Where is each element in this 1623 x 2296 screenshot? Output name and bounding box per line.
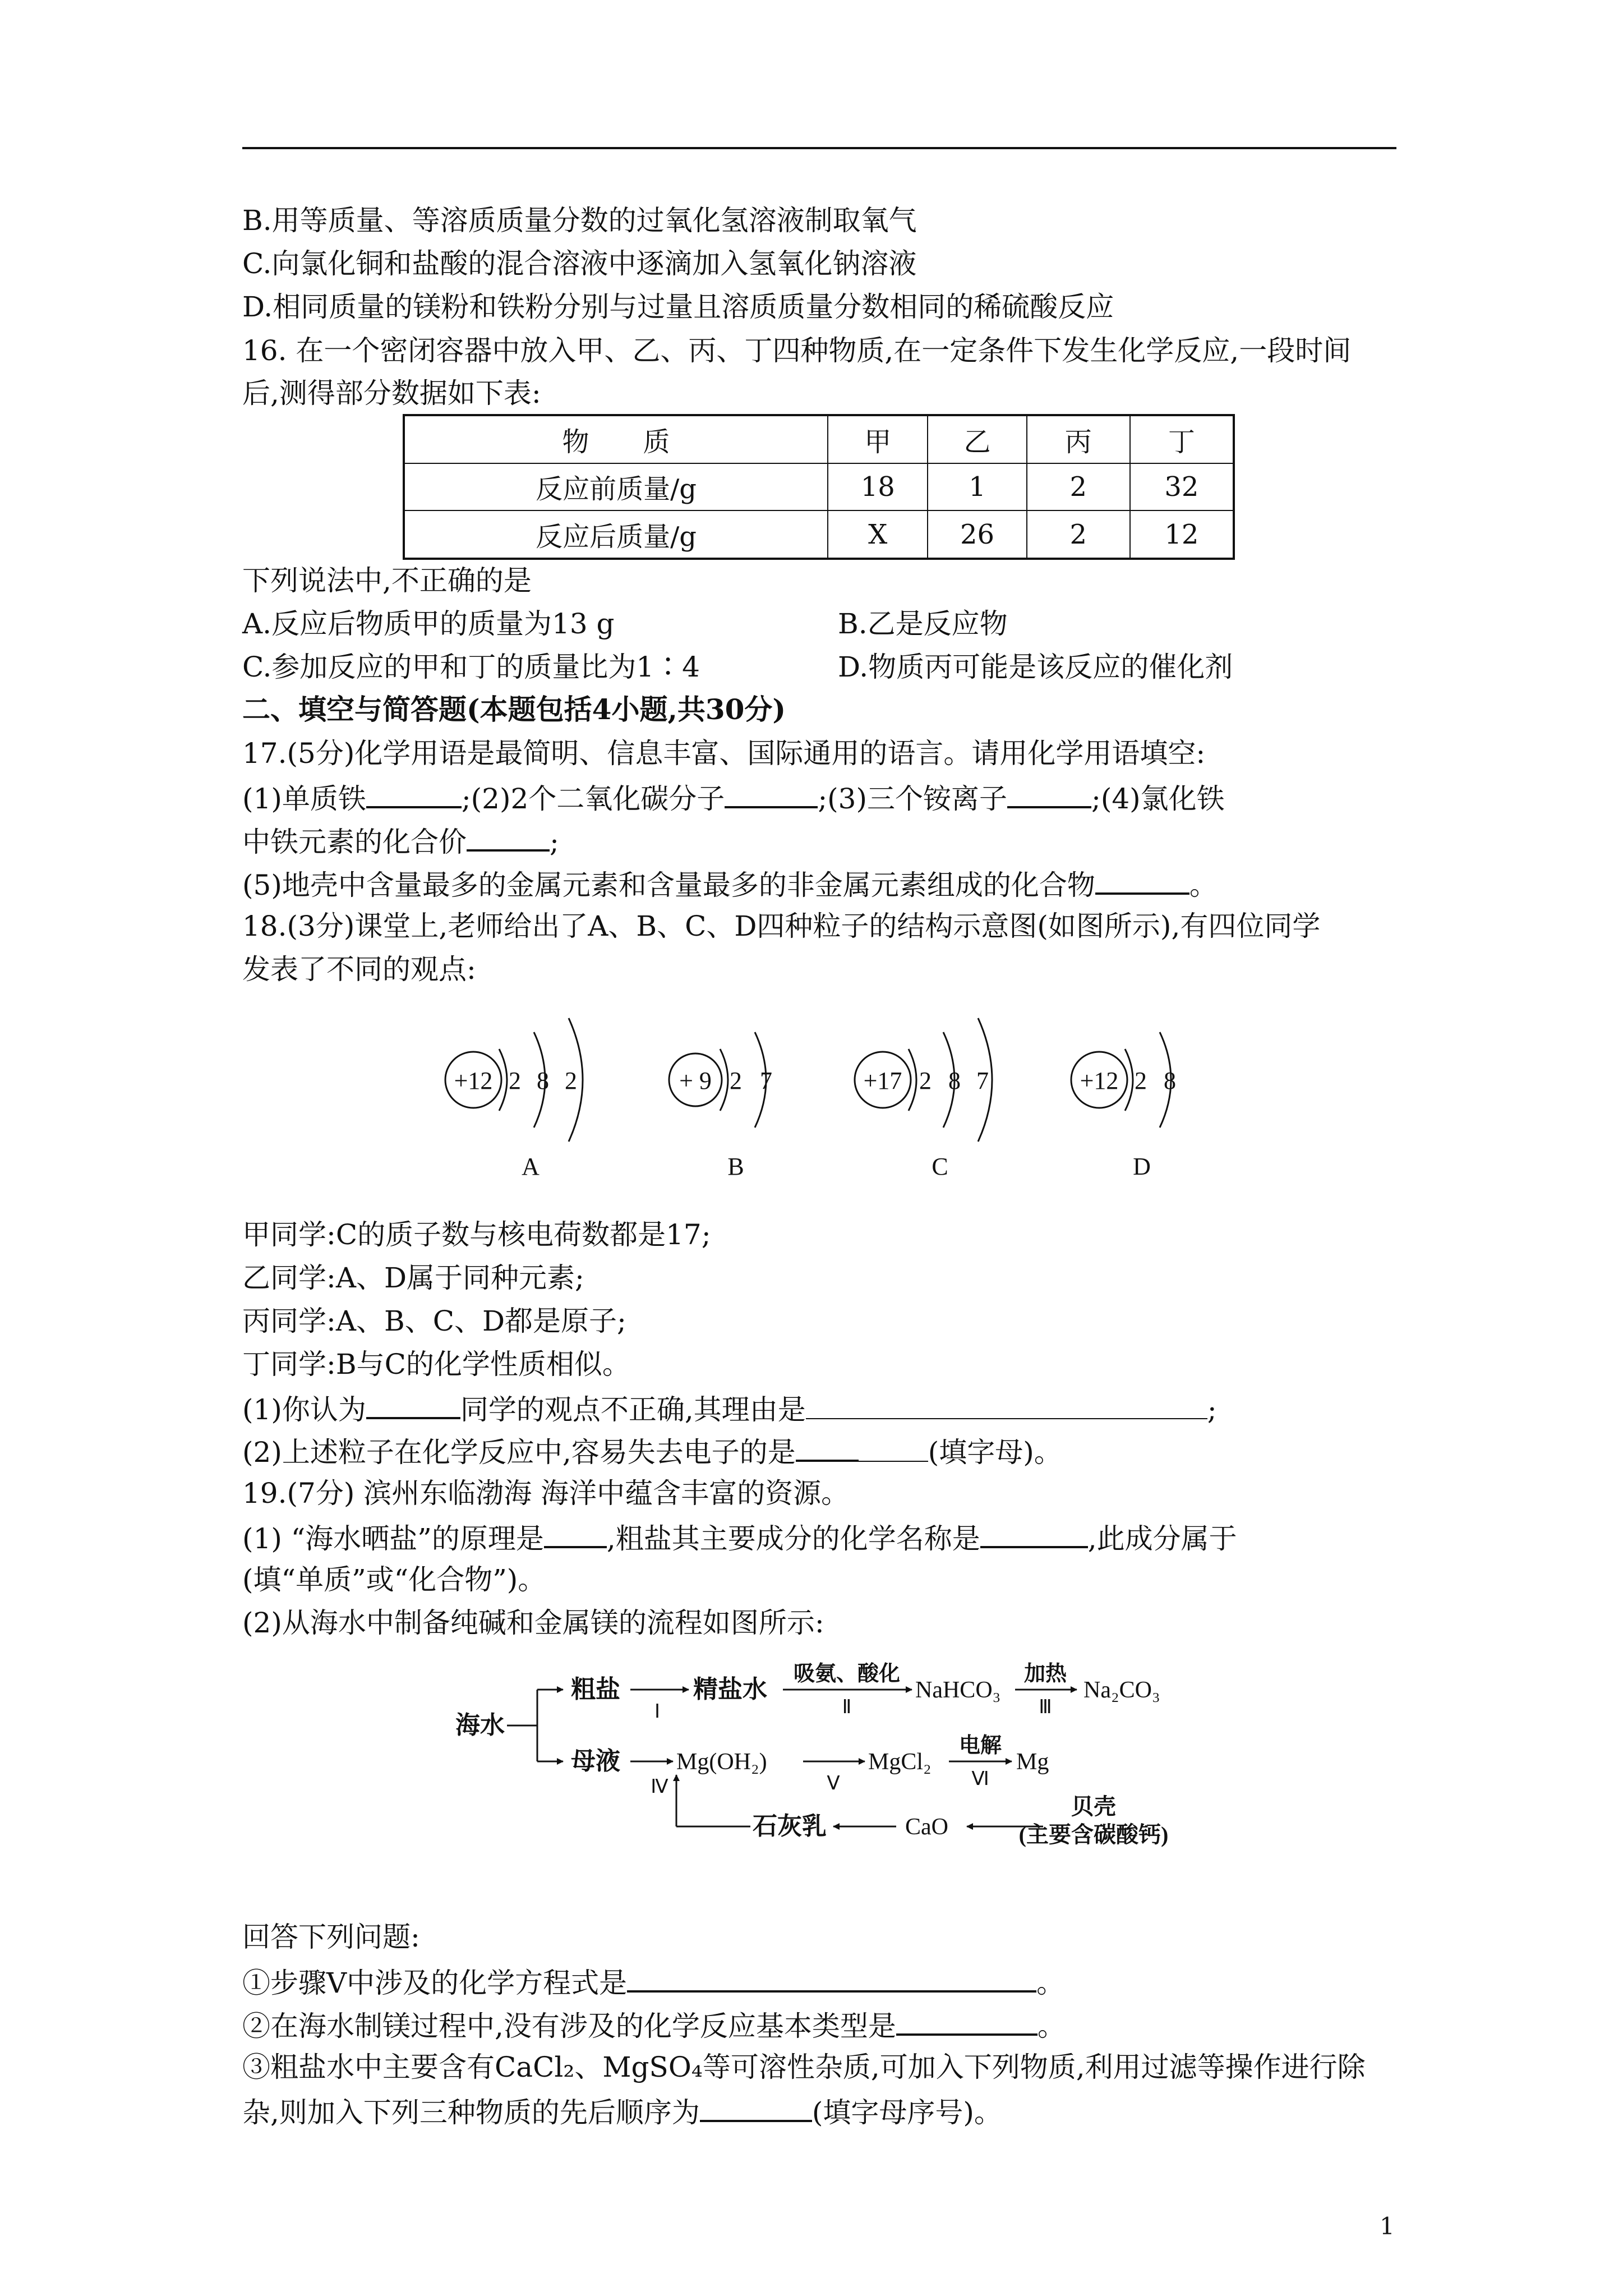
shell-electron-count: 2 [1135,1067,1147,1094]
table-row [404,510,1234,559]
answer-blank[interactable] [1095,863,1189,895]
question-16-line-2: 后,测得部分数据如下表: [242,377,541,409]
table-cell: 18 [828,463,928,511]
shell-electron-count: 7 [760,1067,772,1094]
flow-seawater: 海水 [455,1711,505,1739]
option-d-line: D.相同质量的镁粉和铁粉分别与过量且溶质质量分数相同的稀硫酸反应 [242,291,1114,323]
flow-nahco3: NaHCO₃ [915,1677,1001,1703]
answer-blank[interactable] [544,1517,607,1548]
sub-question-3-line-1: ③粗盐水中主要含有CaCl₂、MgSO₄等可溶性杂质,可加入下列物质,利用过滤等操作进行除 [242,2051,1366,2083]
sub-question-2 [242,2004,1398,2046]
flow-step-2: Ⅱ [842,1697,852,1718]
flow-mg: Mg [1016,1749,1049,1775]
option-b-line: B.用等质量、等溶质质量分数的过氧化氢溶液制取氧气 [242,204,917,237]
flow-crude-salt: 粗盐 [571,1676,620,1703]
table-header-row [404,415,1234,463]
sub-q-text: (填字母序号)。 [811,2096,1002,2129]
flow-brine: 精盐水 [693,1676,767,1703]
table-cell: 26 [928,510,1026,559]
shell-electron-count: 8 [1164,1067,1176,1094]
question-18-line-1: 18.(3分)课堂上,老师给出了A、B、C、D四种粒子的结构示意图(如图所示),有四位同学 [242,910,1321,942]
table-cell: 反应后质量/g [404,510,828,559]
q17-part-2: ;(2)2个二氧化碳分子 [461,783,725,815]
question-19: 19.(7分) 滨州东临渤海 海洋中蕴含丰富的资源。 [242,1477,850,1510]
q19-text: (1) “海水晒盐”的原理是 [242,1522,544,1555]
flow-step-6: Ⅵ [971,1769,989,1789]
question-17-line-3 [242,863,1398,905]
question-19-part-1 [242,1517,1398,1558]
table-cell: 1 [928,463,1026,511]
sub-question-3-line-2 [242,2091,1398,2132]
q17-part-1: (1)单质铁 [242,783,366,815]
flow-lime-milk: 石灰乳 [753,1812,827,1840]
flow-absorb-label: 吸氨、酸化 [793,1662,901,1686]
atom-diagram-c [855,1018,992,1180]
mass-table [403,414,1235,560]
atom-label: D [1133,1153,1151,1180]
flow-step-3: Ⅲ [1039,1697,1052,1718]
answer-blank[interactable] [700,2091,812,2122]
flow-electrolysis-label: 电解 [958,1734,1002,1757]
table-row [404,463,1234,511]
view-2: 乙同学:A、D属于同种元素; [242,1262,584,1294]
table-header-cell: 物 质 [404,415,828,463]
shell-electron-count: 8 [537,1067,549,1094]
flow-shell: 贝壳 [1071,1794,1116,1819]
atom-label: A [522,1153,540,1180]
table-header-cell: 甲 [828,415,928,463]
nucleus-label: +12 [454,1067,493,1094]
table-cell: 反应前质量/g [404,463,828,511]
q17-part-8: 。 [1189,869,1218,901]
sub-q-text: ②在海水制镁过程中,没有涉及的化学反应基本类型是 [242,2010,896,2042]
q18-text: 同学的观点不正确,其理由是 [460,1393,806,1426]
question-18-line-2: 发表了不同的观点: [242,953,476,986]
question-18-part-2 [242,1430,1398,1472]
flow-na2co3: Na₂CO₃ [1083,1677,1160,1703]
question-16-option-d: D.物质丙可能是该反应的催化剂 [838,651,1233,683]
view-1: 甲同学:C的质子数与核电荷数都是17; [242,1218,711,1251]
flow-mother-liquor: 母液 [571,1747,620,1775]
atom-label: C [932,1153,948,1180]
atom-diagram-b [669,1032,772,1180]
q17-part-5: 中铁元素的化合价 [242,826,467,858]
answer-blank[interactable] [725,777,818,808]
q17-part-3: ;(3)三个铵离子 [818,783,1007,815]
question-17-line-2 [242,820,1398,862]
q18-text: (2)上述粒子在化学反应中,容易失去电子的是 [242,1436,796,1469]
nucleus-label: + 9 [679,1067,712,1094]
flow-step-5: Ⅴ [827,1773,840,1794]
table-cell: X [828,510,928,559]
table-cell: 32 [1130,463,1234,511]
sub-q-text: 。 [1037,2010,1066,2042]
sub-q-text: 杂,则加入下列三种物质的先后顺序为 [242,2096,700,2129]
atom-diagram-a [445,1018,583,1180]
answer-blank[interactable] [806,1389,1207,1419]
table-cell: 2 [1027,510,1130,559]
q19-text: ,粗盐其主要成分的化学名称是 [606,1522,980,1555]
section-2-heading: 二、填空与简答题(本题包括4小题,共30分) [242,693,786,726]
question-16-option-c: C.参加反应的甲和丁的质量比为1∶4 [242,651,700,683]
question-18-part-1 [242,1388,1398,1429]
answer-blank[interactable] [467,820,550,852]
view-4: 丁同学:B与C的化学性质相似。 [242,1348,630,1381]
table-header-cell: 乙 [928,415,1026,463]
flow-heat-label: 加热 [1023,1662,1067,1686]
flow-mgoh2: Mg(OH₂) [676,1749,767,1775]
shell-electron-count: 7 [976,1067,989,1094]
sub-question-1 [242,1961,1398,2003]
question-17-line-1 [242,777,1398,818]
flow-shell-note: (主要含碳酸钙) [1018,1822,1169,1847]
sub-q-text: 。 [1036,1967,1065,1999]
answer-prompt: 回答下列问题: [242,1921,420,1953]
shell-electron-count: 2 [919,1067,932,1094]
answer-blank[interactable] [366,777,462,808]
q18-text: (填字母)。 [928,1436,1062,1469]
q17-part-7: (5)地壳中含量最多的金属元素和含量最多的非金属元素组成的化合物 [242,869,1095,901]
question-16-line-1: 16. 在一个密闭容器中放入甲、乙、丙、丁四种物质,在一定条件下发生化学反应,一段时间 [242,334,1352,367]
question-17: 17.(5分)化学用语是最简明、信息丰富、国际通用的语言。请用化学用语填空: [242,737,1206,770]
shell-electron-count: 2 [565,1067,577,1094]
question-19-part-1-cont: (填“单质”或“化合物”)。 [242,1563,546,1596]
answer-blank[interactable] [980,1517,1088,1548]
answer-blank[interactable] [796,1430,859,1462]
q17-part-6: ; [550,826,559,858]
view-3: 丙同学:A、B、C、D都是原子; [242,1305,626,1337]
table-cell: 12 [1130,510,1234,559]
q18-text: ; [1207,1393,1217,1426]
answer-blank[interactable] [366,1388,460,1419]
shell-electron-count: 2 [509,1067,521,1094]
shell-electron-count: 8 [948,1067,961,1094]
q18-text: (1)你认为 [242,1393,366,1426]
q19-text: ,此成分属于 [1087,1522,1237,1555]
shell-electron-count: 2 [730,1067,742,1094]
question-16-option-a: A.反应后物质甲的质量为13 g [242,608,615,640]
nucleus-label: +17 [863,1067,902,1094]
atom-diagram-d [1071,1032,1176,1180]
question-19-part-2: (2)从海水中制备纯碱和金属镁的流程如图所示: [242,1607,824,1639]
answer-blank[interactable] [896,2004,1038,2036]
flow-step-4: Ⅳ [651,1777,668,1797]
table-cell: 2 [1027,463,1130,511]
nucleus-label: +12 [1080,1067,1119,1094]
sub-q-text: ①步骤Ⅴ中涉及的化学方程式是 [242,1967,628,1999]
table-header-cell: 丙 [1027,415,1130,463]
flow-step-1: Ⅰ [654,1701,661,1722]
flow-cao: CaO [905,1814,948,1840]
flow-mgcl2: MgCl₂ [868,1749,932,1775]
question-16-stem: 下列说法中,不正确的是 [242,564,532,597]
answer-blank[interactable] [859,1432,928,1462]
header-rule [242,147,1396,149]
answer-blank[interactable] [627,1961,1036,1993]
q17-part-4: ;(4)氯化铁 [1091,783,1225,815]
question-16-option-b: B.乙是反应物 [838,608,1008,640]
table-header-cell: 丁 [1130,415,1234,463]
page-number: 1 [1380,2212,1395,2240]
option-c-line: C.向氯化铜和盐酸的混合溶液中逐滴加入氢氧化钠溶液 [242,247,917,280]
answer-blank[interactable] [1007,777,1091,808]
atom-label: B [727,1153,744,1180]
